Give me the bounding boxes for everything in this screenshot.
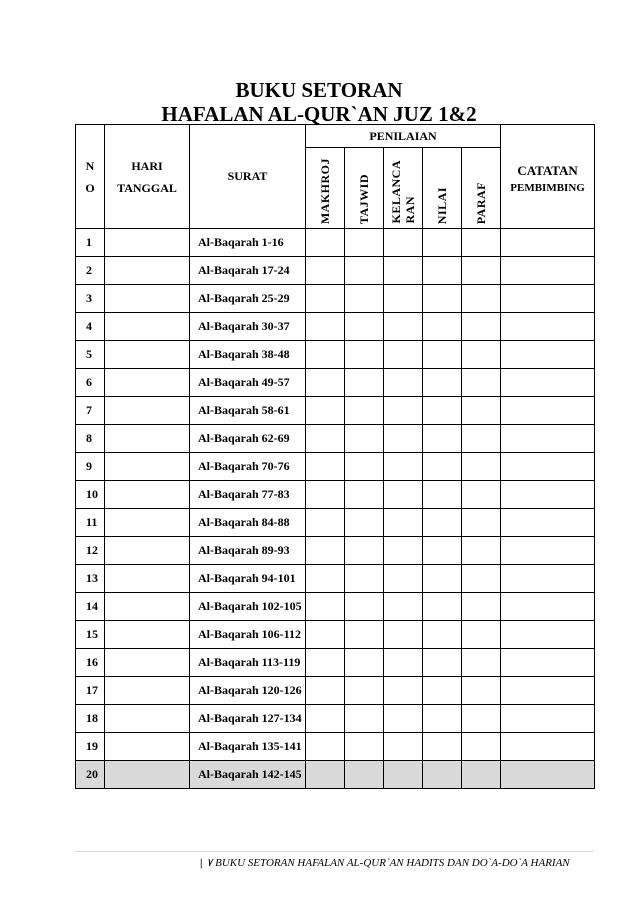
- cell-makhroj[interactable]: [306, 257, 345, 285]
- header-no-top: N: [85, 158, 95, 173]
- cell-catatan[interactable]: [501, 481, 595, 509]
- cell-hari-tanggal[interactable]: [105, 257, 190, 285]
- cell-makhroj[interactable]: [306, 397, 345, 425]
- row-surat: Al-Baqarah 38-48: [190, 341, 306, 369]
- row-surat: Al-Baqarah 142-145: [190, 761, 306, 789]
- cell-nilai[interactable]: [423, 593, 462, 621]
- page-footer: [200, 856, 570, 869]
- row-surat: Al-Baqarah 94-101: [190, 565, 306, 593]
- cell-nilai[interactable]: [423, 425, 462, 453]
- cell-tajwid[interactable]: [345, 313, 384, 341]
- header-no-bottom: O: [85, 180, 95, 195]
- cell-kelancaran[interactable]: [384, 229, 423, 257]
- cell-paraf[interactable]: [462, 705, 501, 733]
- footer-separator: |: [200, 857, 203, 869]
- row-surat: Al-Baqarah 113-119: [190, 649, 306, 677]
- header-nilai: [423, 148, 462, 229]
- header-tajwid-label: TAJWID: [357, 173, 371, 224]
- cell-kelancaran[interactable]: [384, 649, 423, 677]
- header-paraf-label: PARAF: [474, 181, 489, 224]
- row-number: 13: [76, 565, 105, 593]
- table-row: [76, 677, 595, 705]
- header-paraf: [462, 148, 501, 229]
- cell-makhroj[interactable]: [306, 453, 345, 481]
- cell-paraf[interactable]: [462, 481, 501, 509]
- table-row: [76, 481, 595, 509]
- cell-hari-tanggal[interactable]: [105, 425, 190, 453]
- row-number: 4: [76, 313, 105, 341]
- row-surat: Al-Baqarah 25-29: [190, 285, 306, 313]
- cell-hari-tanggal[interactable]: [105, 453, 190, 481]
- cell-makhroj[interactable]: [306, 369, 345, 397]
- cell-makhroj[interactable]: [306, 565, 345, 593]
- cell-tajwid[interactable]: [345, 481, 384, 509]
- row-surat: Al-Baqarah 17-24: [190, 257, 306, 285]
- cell-kelancaran[interactable]: [384, 341, 423, 369]
- cell-tajwid[interactable]: [345, 453, 384, 481]
- row-number: 8: [76, 425, 105, 453]
- cell-tajwid[interactable]: [345, 397, 384, 425]
- table-row: [76, 313, 595, 341]
- row-number: 15: [76, 621, 105, 649]
- table-row: [76, 761, 595, 789]
- row-surat: Al-Baqarah 30-37: [190, 313, 306, 341]
- cell-hari-tanggal[interactable]: [105, 397, 190, 425]
- row-surat: Al-Baqarah 62-69: [190, 425, 306, 453]
- row-number: 9: [76, 453, 105, 481]
- cell-nilai[interactable]: [423, 453, 462, 481]
- cell-kelancaran[interactable]: [384, 509, 423, 537]
- cell-hari-tanggal[interactable]: [105, 649, 190, 677]
- cell-catatan[interactable]: [501, 761, 595, 789]
- header-tanggal: TANGGAL: [117, 180, 177, 195]
- cell-makhroj[interactable]: [306, 425, 345, 453]
- row-number: 6: [76, 369, 105, 397]
- page-title: BUKU SETORAN: [235, 78, 403, 102]
- cell-paraf[interactable]: [462, 593, 501, 621]
- row-number: 20: [76, 761, 105, 789]
- cell-tajwid[interactable]: [345, 425, 384, 453]
- setoran-table: [75, 124, 595, 789]
- cell-kelancaran[interactable]: [384, 313, 423, 341]
- cell-hari-tanggal[interactable]: [105, 593, 190, 621]
- cell-nilai[interactable]: [423, 397, 462, 425]
- cell-hari-tanggal[interactable]: [105, 537, 190, 565]
- header-kelancaran: [384, 148, 423, 229]
- table-row: [76, 453, 595, 481]
- cell-kelancaran[interactable]: [384, 425, 423, 453]
- cell-tajwid[interactable]: [345, 341, 384, 369]
- footer-divider: [75, 851, 594, 852]
- cell-hari-tanggal[interactable]: [105, 313, 190, 341]
- cell-catatan[interactable]: [501, 593, 595, 621]
- cell-tajwid[interactable]: [345, 677, 384, 705]
- cell-hari-tanggal[interactable]: [105, 705, 190, 733]
- cell-paraf[interactable]: [462, 677, 501, 705]
- cell-paraf[interactable]: [462, 313, 501, 341]
- cell-nilai[interactable]: [423, 537, 462, 565]
- cell-nilai[interactable]: [423, 509, 462, 537]
- header-hari: HARI: [131, 158, 163, 173]
- row-number: 5: [76, 341, 105, 369]
- cell-catatan[interactable]: [501, 425, 595, 453]
- cell-tajwid[interactable]: [345, 537, 384, 565]
- cell-tajwid[interactable]: [345, 733, 384, 761]
- cell-paraf[interactable]: [462, 341, 501, 369]
- header-kelancaran-part-a: KELANCA: [389, 160, 403, 224]
- cell-hari-tanggal[interactable]: [105, 677, 190, 705]
- cell-catatan[interactable]: [501, 229, 595, 257]
- cell-kelancaran[interactable]: [384, 705, 423, 733]
- cell-tajwid[interactable]: [345, 621, 384, 649]
- row-number: 14: [76, 593, 105, 621]
- cell-tajwid[interactable]: [345, 649, 384, 677]
- cell-tajwid[interactable]: [345, 593, 384, 621]
- header-tajwid: [345, 148, 384, 229]
- table-row: [76, 341, 595, 369]
- cell-kelancaran[interactable]: [384, 761, 423, 789]
- table-row: [76, 593, 595, 621]
- cell-catatan[interactable]: [501, 649, 595, 677]
- cell-nilai[interactable]: [423, 705, 462, 733]
- cell-catatan[interactable]: [501, 705, 595, 733]
- cell-kelancaran[interactable]: [384, 677, 423, 705]
- header-pembimbing: PEMBIMBING: [510, 181, 585, 194]
- row-surat: Al-Baqarah 120-126: [190, 677, 306, 705]
- cell-makhroj[interactable]: [306, 761, 345, 789]
- row-surat: Al-Baqarah 89-93: [190, 537, 306, 565]
- cell-kelancaran[interactable]: [384, 621, 423, 649]
- cell-makhroj[interactable]: [306, 229, 345, 257]
- cell-makhroj[interactable]: [306, 537, 345, 565]
- cell-catatan[interactable]: [501, 733, 595, 761]
- table-row: [76, 621, 595, 649]
- row-number: 3: [76, 285, 105, 313]
- cell-nilai[interactable]: [423, 761, 462, 789]
- cell-hari-tanggal[interactable]: [105, 733, 190, 761]
- row-surat: Al-Baqarah 77-83: [190, 481, 306, 509]
- cell-makhroj[interactable]: [306, 313, 345, 341]
- cell-kelancaran[interactable]: [384, 733, 423, 761]
- cell-tajwid[interactable]: [345, 509, 384, 537]
- cell-tajwid[interactable]: [345, 761, 384, 789]
- row-number: 19: [76, 733, 105, 761]
- header-hari-tanggal: [105, 125, 190, 229]
- header-surat: SURAT: [190, 125, 306, 229]
- cell-paraf[interactable]: [462, 509, 501, 537]
- cell-nilai[interactable]: [423, 481, 462, 509]
- cell-paraf[interactable]: [462, 257, 501, 285]
- header-kelancaran-part-b: RAN: [403, 196, 417, 224]
- cell-makhroj[interactable]: [306, 649, 345, 677]
- cell-nilai[interactable]: [423, 649, 462, 677]
- table-row: [76, 705, 595, 733]
- row-number: 2: [76, 257, 105, 285]
- cell-paraf[interactable]: [462, 397, 501, 425]
- cell-tajwid[interactable]: [345, 257, 384, 285]
- cell-makhroj[interactable]: [306, 621, 345, 649]
- page-subtitle: HAFALAN AL-QUR`AN JUZ 1&2: [161, 102, 477, 126]
- cell-makhroj[interactable]: [306, 509, 345, 537]
- cell-nilai[interactable]: [423, 677, 462, 705]
- table-row: [76, 285, 595, 313]
- footer-text: BUKU SETORAN HAFALAN AL-QUR`AN HADITS DAN DO`A-DO`A HARIAN: [215, 857, 570, 869]
- table-row: [76, 733, 595, 761]
- cell-paraf[interactable]: [462, 733, 501, 761]
- cell-hari-tanggal[interactable]: [105, 509, 190, 537]
- cell-makhroj[interactable]: [306, 285, 345, 313]
- cell-paraf[interactable]: [462, 229, 501, 257]
- cell-nilai[interactable]: [423, 341, 462, 369]
- row-number: 18: [76, 705, 105, 733]
- header-penilaian: PENILAIAN: [306, 125, 501, 148]
- cell-kelancaran[interactable]: [384, 565, 423, 593]
- header-makhroj-label: MAKHROJ: [318, 157, 332, 224]
- row-surat: Al-Baqarah 102-105: [190, 593, 306, 621]
- cell-makhroj[interactable]: [306, 481, 345, 509]
- cell-tajwid[interactable]: [345, 705, 384, 733]
- cell-paraf[interactable]: [462, 369, 501, 397]
- row-number: 17: [76, 677, 105, 705]
- header-makhroj: [306, 148, 345, 229]
- row-number: 16: [76, 649, 105, 677]
- row-surat: Al-Baqarah 58-61: [190, 397, 306, 425]
- cell-nilai[interactable]: [423, 257, 462, 285]
- cell-hari-tanggal[interactable]: [105, 285, 190, 313]
- cell-kelancaran[interactable]: [384, 257, 423, 285]
- header-no: [76, 125, 105, 229]
- cell-kelancaran[interactable]: [384, 537, 423, 565]
- cell-nilai[interactable]: [423, 313, 462, 341]
- cell-catatan[interactable]: [501, 369, 595, 397]
- header-catatan: CATATAN: [517, 162, 578, 178]
- cell-paraf[interactable]: [462, 761, 501, 789]
- row-surat: Al-Baqarah 49-57: [190, 369, 306, 397]
- row-number: 10: [76, 481, 105, 509]
- table-row: [76, 425, 595, 453]
- cell-kelancaran[interactable]: [384, 285, 423, 313]
- cell-paraf[interactable]: [462, 425, 501, 453]
- cell-paraf[interactable]: [462, 537, 501, 565]
- cell-catatan[interactable]: [501, 677, 595, 705]
- row-number: 7: [76, 397, 105, 425]
- cell-makhroj[interactable]: [306, 593, 345, 621]
- cell-hari-tanggal[interactable]: [105, 481, 190, 509]
- cell-hari-tanggal[interactable]: [105, 229, 190, 257]
- cell-kelancaran[interactable]: [384, 369, 423, 397]
- cell-nilai[interactable]: [423, 369, 462, 397]
- cell-paraf[interactable]: [462, 285, 501, 313]
- table-row: [76, 257, 595, 285]
- cell-paraf[interactable]: [462, 565, 501, 593]
- row-surat: Al-Baqarah 70-76: [190, 453, 306, 481]
- cell-kelancaran[interactable]: [384, 481, 423, 509]
- table-row: [76, 369, 595, 397]
- cell-nilai[interactable]: [423, 733, 462, 761]
- table-row: [76, 649, 595, 677]
- cell-catatan[interactable]: [501, 313, 595, 341]
- cell-hari-tanggal[interactable]: [105, 761, 190, 789]
- cell-catatan[interactable]: [501, 509, 595, 537]
- cell-catatan[interactable]: [501, 341, 595, 369]
- row-surat: Al-Baqarah 127-134: [190, 705, 306, 733]
- table-row: [76, 565, 595, 593]
- cell-nilai[interactable]: [423, 229, 462, 257]
- cell-makhroj[interactable]: [306, 677, 345, 705]
- header-kelancaran-label: [389, 160, 417, 224]
- footer-page-number: ٧: [206, 857, 213, 869]
- cell-catatan[interactable]: [501, 453, 595, 481]
- header-catatan-pembimbing: [501, 125, 595, 229]
- row-number: 1: [76, 229, 105, 257]
- cell-tajwid[interactable]: [345, 565, 384, 593]
- cell-nilai[interactable]: [423, 621, 462, 649]
- cell-makhroj[interactable]: [306, 341, 345, 369]
- cell-kelancaran[interactable]: [384, 397, 423, 425]
- cell-makhroj[interactable]: [306, 733, 345, 761]
- row-surat: Al-Baqarah 1-16: [190, 229, 306, 257]
- cell-paraf[interactable]: [462, 621, 501, 649]
- cell-catatan[interactable]: [501, 565, 595, 593]
- cell-makhroj[interactable]: [306, 705, 345, 733]
- cell-kelancaran[interactable]: [384, 593, 423, 621]
- cell-hari-tanggal[interactable]: [105, 621, 190, 649]
- cell-catatan[interactable]: [501, 397, 595, 425]
- row-surat: Al-Baqarah 84-88: [190, 509, 306, 537]
- cell-tajwid[interactable]: [345, 285, 384, 313]
- cell-nilai[interactable]: [423, 285, 462, 313]
- row-number: 12: [76, 537, 105, 565]
- cell-tajwid[interactable]: [345, 369, 384, 397]
- cell-hari-tanggal[interactable]: [105, 341, 190, 369]
- cell-paraf[interactable]: [462, 453, 501, 481]
- cell-hari-tanggal[interactable]: [105, 565, 190, 593]
- table-row: [76, 509, 595, 537]
- header-nilai-label: NILAI: [435, 186, 449, 224]
- cell-catatan[interactable]: [501, 285, 595, 313]
- row-number: 11: [76, 509, 105, 537]
- cell-catatan[interactable]: [501, 257, 595, 285]
- cell-catatan[interactable]: [501, 537, 595, 565]
- cell-catatan[interactable]: [501, 621, 595, 649]
- cell-paraf[interactable]: [462, 649, 501, 677]
- row-surat: Al-Baqarah 106-112: [190, 621, 306, 649]
- cell-kelancaran[interactable]: [384, 453, 423, 481]
- cell-nilai[interactable]: [423, 565, 462, 593]
- cell-hari-tanggal[interactable]: [105, 369, 190, 397]
- table-row: [76, 397, 595, 425]
- table-row: [76, 229, 595, 257]
- row-surat: Al-Baqarah 135-141: [190, 733, 306, 761]
- table-row: [76, 537, 595, 565]
- cell-tajwid[interactable]: [345, 229, 384, 257]
